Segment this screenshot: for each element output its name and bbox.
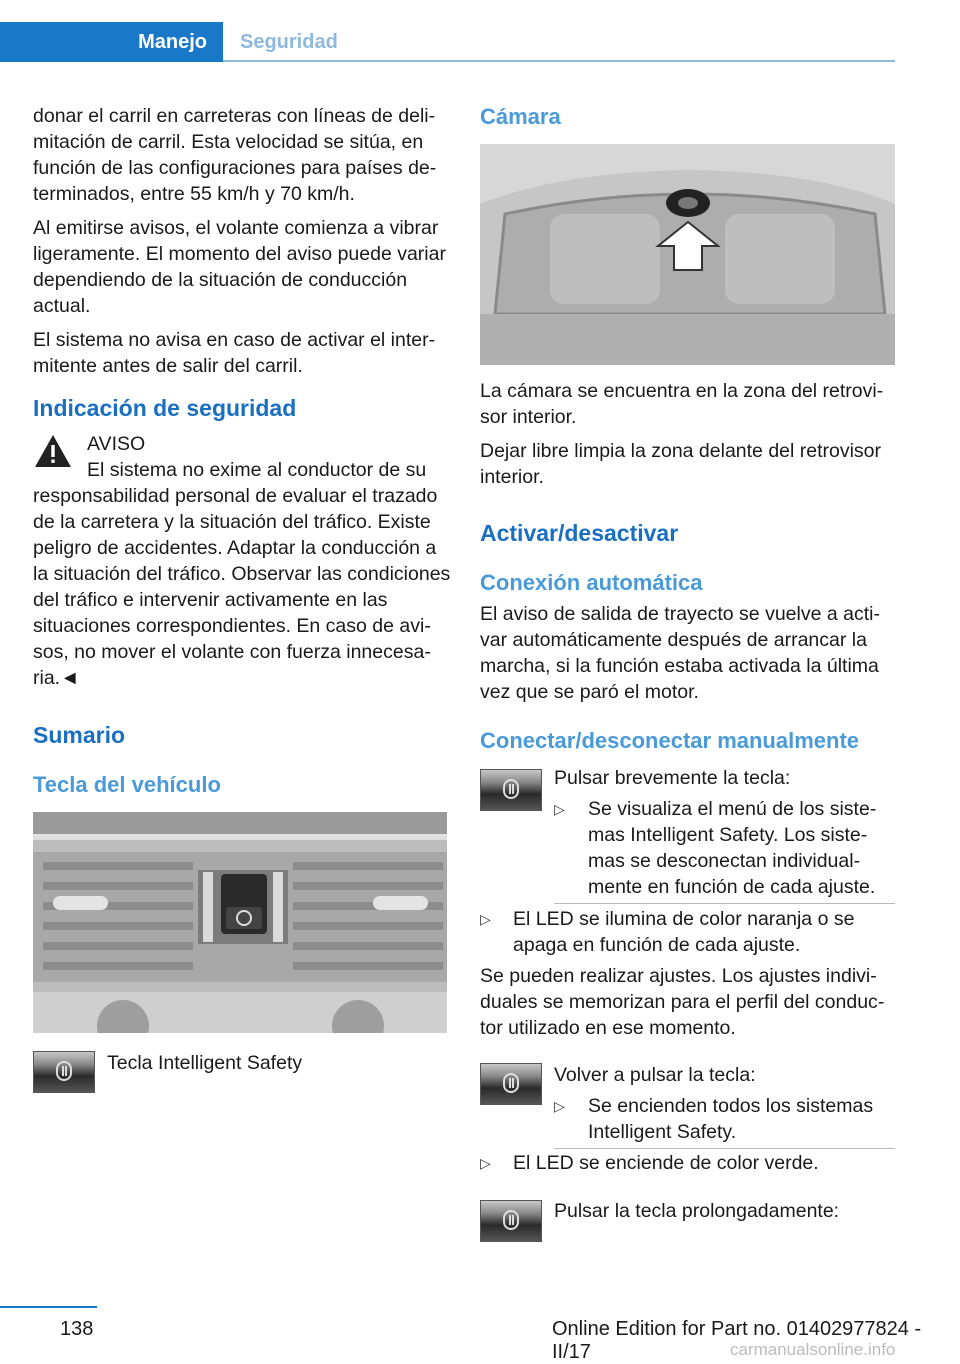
list-item-text: Se visualiza el menú de los sistemas Intelligent Safety. Los sistemas se desconectan individualmente en función de cada ajuste.	[588, 798, 877, 898]
tab-seguridad[interactable]: Seguridad	[240, 31, 338, 53]
heading-conexion-automatica: Conexión automática	[480, 570, 703, 595]
edition-text: Online Edition for Part no. 01402977824 - II/17	[552, 1318, 922, 1363]
triangle-bullet-icon: ▷	[554, 801, 565, 817]
list-item	[554, 1093, 894, 1145]
heading-camara: Cámara	[480, 104, 561, 129]
press-long: Pulsar la tecla prolongadamente:	[554, 1200, 840, 1222]
heading-safety: Indicación de seguridad	[33, 395, 297, 421]
triangle-bullet-icon: ▷	[480, 911, 491, 927]
list-item-text: El LED se ilumina de color naranja o se apaga en función de cada ajuste.	[513, 908, 855, 956]
tab-underline	[223, 60, 895, 62]
adjust-text: Se pueden realizar ajustes. Los ajustes individuales se memorizan para el perfil del conductor utilizado en ese momento.	[480, 965, 885, 1039]
intelligent-safety-button-icon	[480, 1063, 542, 1105]
tab-manejo[interactable]	[0, 22, 223, 62]
warning-title: AVISO	[87, 433, 146, 455]
intelligent-safety-button-icon	[33, 1051, 95, 1093]
warning-text-start: El sistema no exime al conductor de su	[87, 459, 427, 481]
triangle-bullet-icon: ▷	[554, 1098, 565, 1114]
heading-sumario: Sumario	[33, 722, 126, 748]
page-number: 138	[60, 1318, 94, 1340]
list-item	[554, 796, 894, 900]
list-item-text: El LED se enciende de color verde.	[513, 1152, 819, 1174]
button-caption: Tecla Intelligent Safety	[107, 1052, 303, 1074]
intelligent-safety-button-icon	[480, 1200, 542, 1242]
tab-manejo-label: Manejo	[138, 31, 207, 53]
dashboard-illustration	[33, 812, 447, 1033]
vehicle-button-photo	[33, 812, 447, 1033]
heading-activar: Activar/desactivar	[480, 520, 679, 546]
section-tab-bar	[0, 22, 895, 62]
paragraph: Al emitirse avisos, el volante comienza a vibrar ligeramente. El momento del aviso puede variar dependiendo de la situación de conducción actual.	[33, 217, 446, 317]
paragraph: El sistema no avisa en caso de activar el intermitente antes de salir del carril.	[33, 329, 436, 377]
list-item	[480, 906, 895, 958]
paragraph: Dejar libre limpia la zona delante del retrovisor interior.	[480, 440, 882, 488]
left-column	[33, 103, 449, 387]
paragraph: donar el carril en carreteras con líneas de delimitación de carril. Esta velocidad se sitúa, en función de las configuraciones para países determinados, entre 55 km/h y 70 km/h.	[33, 105, 437, 205]
divider	[554, 903, 895, 904]
list-item-text: Se encienden todos los sistemas Intelligent Safety.	[588, 1095, 874, 1143]
auto-text: El aviso de salida de trayecto se vuelve a activar automáticamente después de arrancar la marcha, si la función estaba activada la última vez que se paró el motor.	[480, 603, 880, 703]
warning-triangle-icon	[33, 433, 73, 469]
list-item	[480, 1150, 895, 1176]
watermark: carmanualsonline.info	[730, 1340, 896, 1359]
camera-text	[480, 378, 895, 498]
heading-tecla-vehiculo: Tecla del vehículo	[33, 772, 221, 797]
warning-text: responsabilidad personal de evaluar el trazado de la carretera y la situación del tráfico. Existe peligro de accidentes. Adaptar la conducción a la situación del tráfico. Observar las condiciones del tráfico e intervenir activamente en las situaciones correspondientes. En caso de avisos, no mover el volante con fuerza innecesaria.◄	[33, 485, 451, 689]
warning-head	[87, 431, 449, 483]
footer-rule	[0, 1306, 97, 1308]
press-again: Volver a pulsar la tecla:	[554, 1064, 756, 1086]
triangle-bullet-icon: ▷	[480, 1155, 491, 1171]
paragraph: La cámara se encuentra en la zona del retrovisor interior.	[480, 380, 884, 428]
press-short: Pulsar brevemente la tecla:	[554, 767, 791, 789]
divider	[554, 1148, 895, 1149]
warning-body	[33, 483, 451, 691]
camera-photo	[480, 144, 895, 365]
heading-manual: Conectar/desconectar manualmente	[480, 728, 860, 753]
intelligent-safety-button-icon	[480, 769, 542, 811]
windshield-illustration	[480, 144, 895, 365]
